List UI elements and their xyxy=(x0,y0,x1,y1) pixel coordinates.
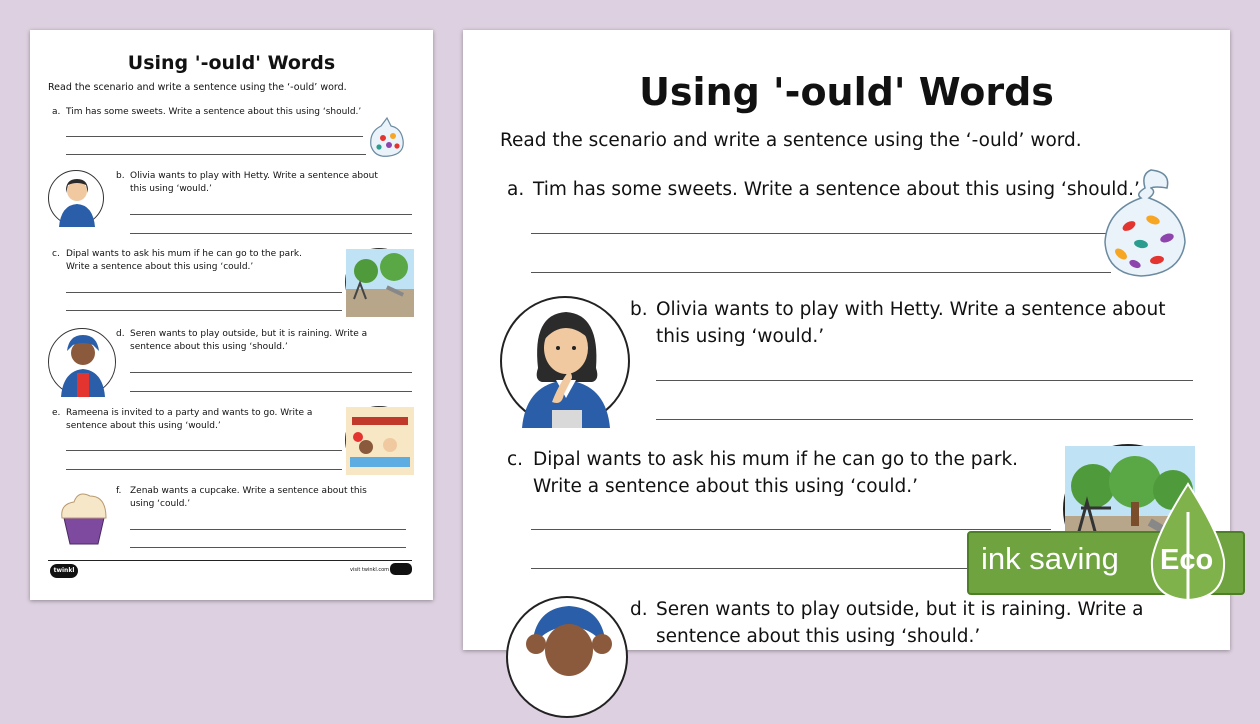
instruction-text: Read the scenario and write a sentence using the ‘-ould’ word. xyxy=(48,82,347,93)
question-f: f. Zenab wants a cupcake. Write a sentence about this using ‘could.’ xyxy=(116,486,367,509)
boy-raining-icon xyxy=(48,328,116,396)
question-d: d. Seren wants to play outside, but it is raining. Write a sentence about this using ‘should.’ xyxy=(116,329,368,352)
question-e: e. Rameena is invited to a party and wants to go. Write a sentence about this using ‘would.’ xyxy=(52,408,313,431)
twinkl-badge-icon xyxy=(390,563,412,575)
girl-thinking-icon xyxy=(48,170,104,226)
twinkl-logo: twinkl xyxy=(50,564,78,578)
page-title-large: Using '-ould' Words xyxy=(639,70,1054,114)
footer-url: visit twinkl.com xyxy=(350,567,390,573)
question-b: b. Olivia wants to play with Hetty. Write a sentence about this using ‘would.’ xyxy=(116,171,378,194)
question-a-large: a. Tim has some sweets. Write a sentence about this using ‘should.’ xyxy=(507,179,1140,200)
ink-saving-text: ink saving xyxy=(981,541,1119,576)
page-title: Using '-ould' Words xyxy=(127,52,336,74)
cupcake-icon xyxy=(52,484,116,548)
worksheet-preview-small[interactable] xyxy=(30,30,433,600)
instruction-text-large: Read the scenario and write a sentence using the ‘-ould’ word. xyxy=(500,130,1082,151)
park-icon xyxy=(345,248,413,316)
question-d-large: d. Seren wants to play outside, but it is raining. Write a sentence about this using ‘should.’ xyxy=(630,599,1144,647)
sweets-bag-icon xyxy=(1095,166,1193,280)
question-c: c. Dipal wants to ask his mum if he can go to the park. Write a sentence about this using ‘could.’ xyxy=(52,249,302,272)
boy-raining-icon-large xyxy=(506,596,628,718)
girl-thinking-icon-large xyxy=(500,296,630,426)
question-a: a. Tim has some sweets. Write a sentence about this using ‘should.’ xyxy=(52,107,362,117)
party-icon xyxy=(345,406,413,474)
sweets-bag-icon xyxy=(363,112,411,160)
eco-label: Eco xyxy=(1160,544,1214,576)
question-c-large: c. Dipal wants to ask his mum if he can go to the park. Write a sentence about this using ‘could.’ xyxy=(507,449,1019,497)
question-b-large: b. Olivia wants to play with Hetty. Write a sentence about this using ‘would.’ xyxy=(630,299,1166,347)
